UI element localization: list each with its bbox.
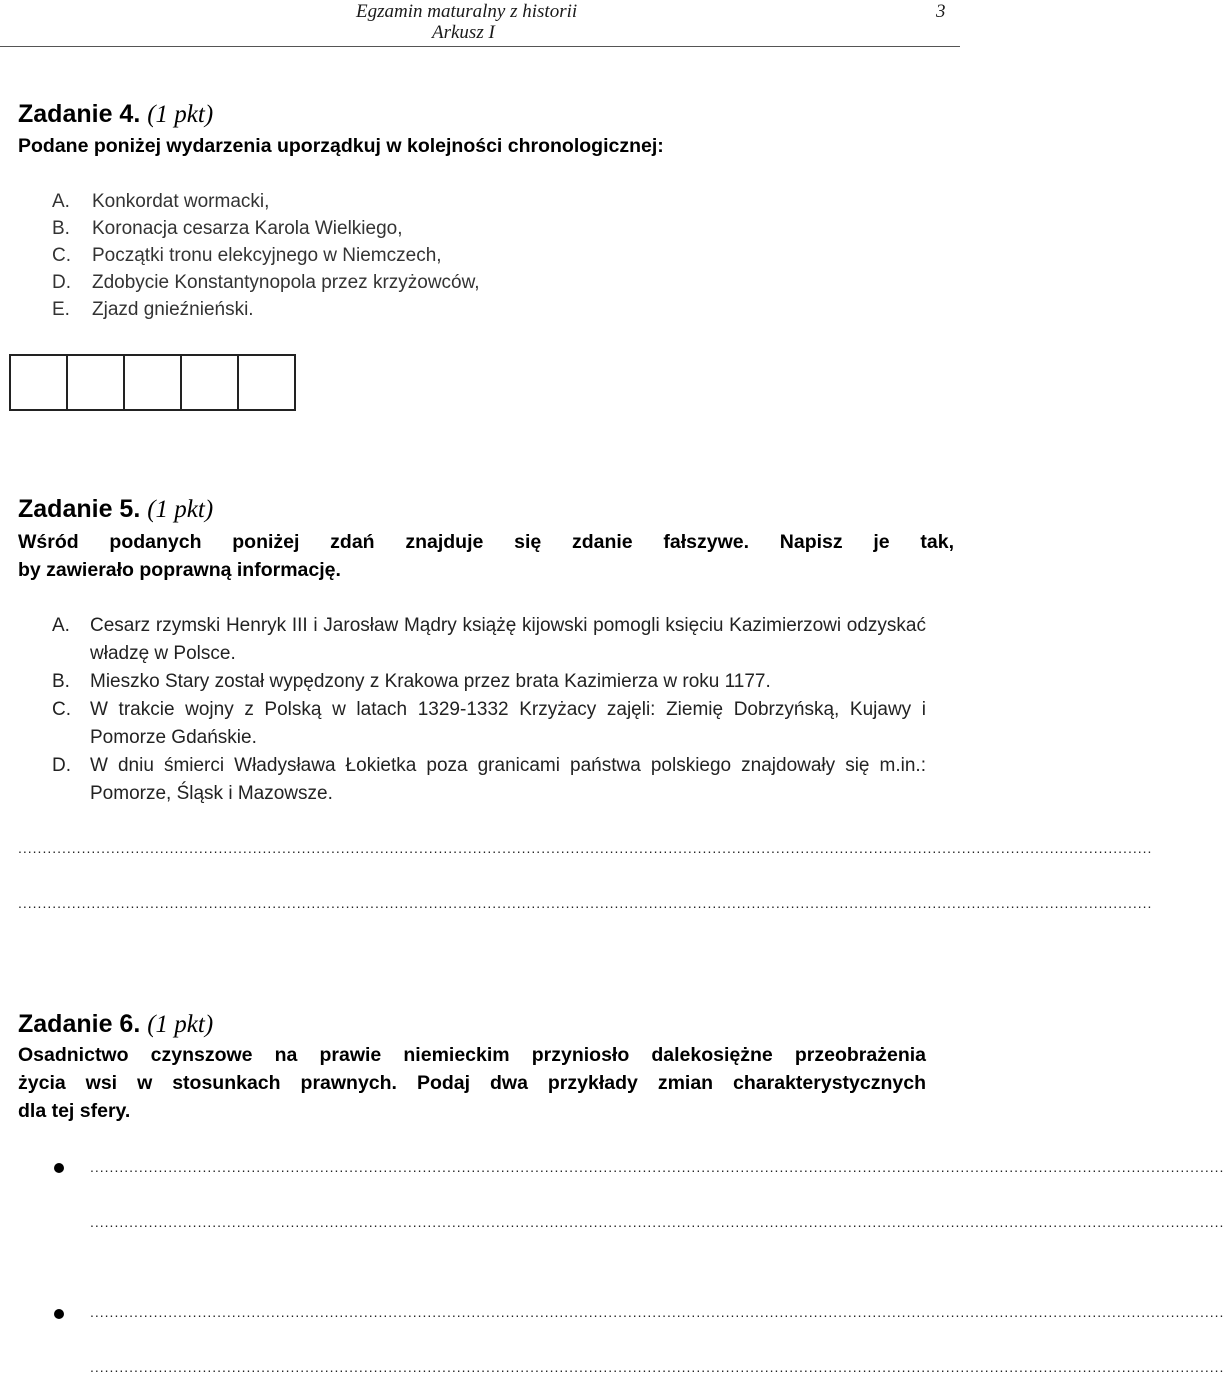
task5-statements — [52, 612, 926, 808]
statement-text: W trakcie wojny z Polską w latach 1329-1332 Krzyżacy zajęli: Ziemię Dobrzyńską, Kujawy i Pomorze Gdańskie. — [90, 699, 926, 748]
answer-box-1[interactable] — [11, 356, 68, 409]
task4-answer-boxes — [9, 354, 296, 411]
exam-title: Egzamin maturalny z historii — [356, 1, 578, 22]
task6-points: (1 pkt) — [147, 1011, 214, 1038]
task6-title — [18, 1010, 213, 1039]
answer-box-2[interactable] — [68, 356, 125, 409]
page-header — [0, 0, 960, 47]
item-letter: C. — [52, 245, 71, 266]
task4-event-list — [52, 188, 480, 323]
bullet-icon — [54, 1163, 64, 1173]
task6-instruction — [18, 1041, 926, 1125]
task5-number: Zadanie 5. — [18, 495, 141, 523]
task5-instruction — [18, 528, 954, 584]
item-text: Zjazd gnieźnieński. — [92, 299, 254, 320]
task6-answer2-line-1[interactable]: ........................................................................................................................................................................................................................................ — [90, 1304, 1224, 1320]
task4-event-d — [52, 269, 480, 296]
item-letter: A. — [52, 191, 70, 212]
item-letter: D. — [52, 272, 71, 293]
task6-instruction-line2: życia wsi w stosunkach prawnych. Podaj dwa przykłady zmian charakterystycznych — [18, 1072, 926, 1094]
task5-statement-a — [52, 612, 926, 668]
task5-answer-line-1[interactable]: ........................................................................................................................................................................................................................................ — [18, 840, 1153, 856]
item-text: Początki tronu elekcyjnego w Niemczech, — [92, 245, 442, 266]
answer-box-3[interactable] — [125, 356, 182, 409]
statement-letter: C. — [52, 699, 71, 720]
statement-text: Mieszko Stary został wypędzony z Krakowa przez brata Kazimierza w roku 1177. — [90, 671, 771, 692]
task5-statement-d — [52, 752, 926, 808]
task5-answer-line-2[interactable]: ........................................................................................................................................................................................................................................ — [18, 895, 1153, 911]
statement-letter: A. — [52, 615, 70, 636]
item-letter: E. — [52, 299, 70, 320]
task5-instruction-line1: Wśród podanych poniżej zdań znajduje się zdanie fałszywe. Napisz je tak, — [18, 531, 954, 553]
task4-event-c — [52, 242, 480, 269]
task6-answer2-line-2[interactable]: ........................................................................................................................................................................................................................................ — [90, 1359, 1224, 1375]
task6-instruction-line3: dla tej sfery. — [18, 1100, 131, 1122]
bullet-icon — [54, 1309, 64, 1319]
task6-instruction-line1: Osadnictwo czynszowe na prawie niemieckim przyniosło dalekosiężne przeobrażenia — [18, 1044, 926, 1066]
answer-box-5[interactable] — [239, 356, 294, 409]
statement-letter: D. — [52, 755, 71, 776]
task4-title — [18, 100, 213, 129]
task4-event-a — [52, 188, 480, 215]
task6-number: Zadanie 6. — [18, 1010, 141, 1038]
task4-event-b — [52, 215, 480, 242]
task5-title — [18, 495, 213, 524]
task4-event-e — [52, 296, 480, 323]
statement-text: W dniu śmierci Władysława Łokietka poza granicami państwa polskiego znajdowały się m.in.: Pomorze, Śląsk i Mazowsze. — [90, 755, 926, 804]
task4-instruction-text: Podane poniżej wydarzenia uporządkuj w kolejności chronologicznej: — [18, 135, 664, 157]
task5-points: (1 pkt) — [147, 496, 214, 523]
item-letter: B. — [52, 218, 70, 239]
item-text: Zdobycie Konstantynopola przez krzyżowców, — [92, 272, 480, 293]
task4-instruction — [18, 132, 664, 160]
task5-instruction-line2: by zawierało poprawną informację. — [18, 559, 341, 581]
task4-points: (1 pkt) — [147, 101, 214, 128]
statement-letter: B. — [52, 671, 70, 692]
task4-number: Zadanie 4. — [18, 100, 141, 128]
item-text: Konkordat wormacki, — [92, 191, 270, 212]
task6-answer1-line-1[interactable]: ........................................................................................................................................................................................................................................ — [90, 1159, 1224, 1175]
task6-answer1-line-2[interactable]: ........................................................................................................................................................................................................................................ — [90, 1214, 1224, 1230]
task5-statement-b — [52, 668, 926, 696]
page-number: 3 — [936, 1, 946, 22]
statement-text: Cesarz rzymski Henryk III i Jarosław Mądry książę kijowski pomogli księciu Kazimierzowi odzyskać władzę w Polsce. — [90, 615, 926, 664]
exam-sheet: Arkusz I — [432, 22, 495, 43]
answer-box-4[interactable] — [182, 356, 239, 409]
item-text: Koronacja cesarza Karola Wielkiego, — [92, 218, 403, 239]
task5-statement-c — [52, 696, 926, 752]
